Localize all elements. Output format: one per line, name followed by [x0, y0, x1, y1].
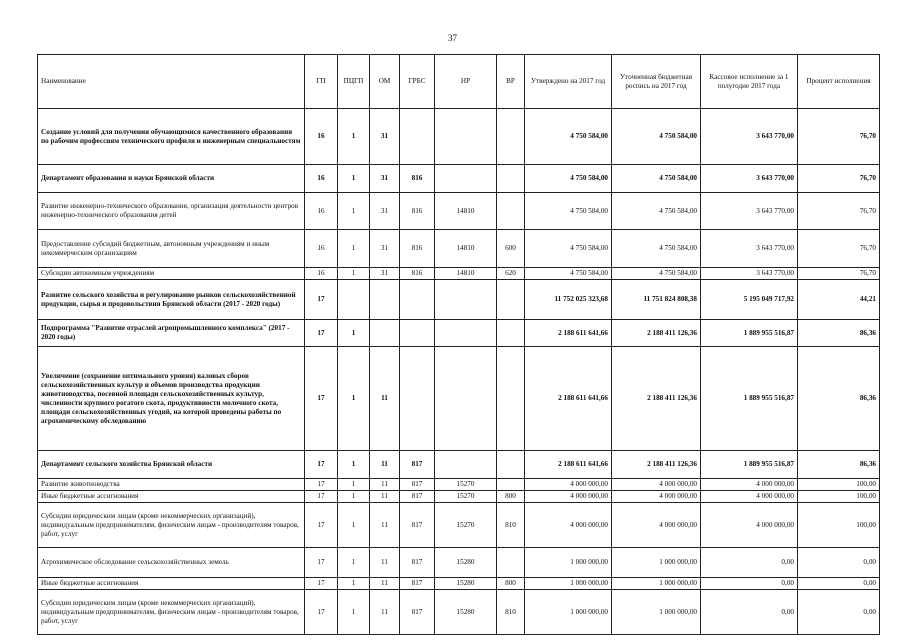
- row-name: Подпрограмма "Развитие отраслей агропромышленного комплекса" (2017 - 2020 годы): [38, 320, 305, 347]
- row-gp: 16: [305, 109, 338, 165]
- row-pgp: [338, 280, 370, 320]
- row-om: 31: [370, 193, 400, 230]
- row-nr: 15280: [435, 590, 497, 635]
- row-refined: 2 188 411 126,36: [612, 451, 701, 479]
- row-vr: 800: [497, 491, 525, 503]
- table-row: [38, 578, 880, 590]
- row-pgp: 1: [338, 578, 370, 590]
- row-percent: 76,70: [798, 193, 880, 230]
- row-pgp: 1: [338, 479, 370, 491]
- row-pgp: 1: [338, 347, 370, 451]
- row-grbs: 817: [400, 548, 435, 578]
- row-approved: 4 750 584,00: [525, 165, 612, 193]
- row-nr: [435, 280, 497, 320]
- row-percent: 86,36: [798, 347, 880, 451]
- row-name: Субсидии юридическим лицам (кроме некоммерческих организаций), индивидуальным предпринимателям, физическим лицам - производителям товаров, работ, услуг: [38, 590, 305, 635]
- row-nr: 15280: [435, 578, 497, 590]
- row-gp: 17: [305, 479, 338, 491]
- row-percent: 100,00: [798, 479, 880, 491]
- row-om: 11: [370, 451, 400, 479]
- row-nr: 15270: [435, 479, 497, 491]
- row-om: 31: [370, 268, 400, 280]
- row-grbs: [400, 109, 435, 165]
- row-refined: 1 000 000,00: [612, 590, 701, 635]
- row-nr: 14810: [435, 193, 497, 230]
- row-name: Развитие животноводства: [38, 479, 305, 491]
- row-pgp: 1: [338, 165, 370, 193]
- row-om: 11: [370, 548, 400, 578]
- table-row: [38, 165, 880, 193]
- row-cash: 0,00: [701, 548, 798, 578]
- row-gp: 16: [305, 230, 338, 268]
- row-vr: [497, 193, 525, 230]
- row-om: 11: [370, 347, 400, 451]
- row-percent: 0,00: [798, 578, 880, 590]
- row-percent: 76,70: [798, 165, 880, 193]
- row-refined: 4 000 000,00: [612, 479, 701, 491]
- row-gp: 17: [305, 590, 338, 635]
- row-pgp: 1: [338, 590, 370, 635]
- header-grbs: ГРБС: [400, 55, 435, 109]
- row-nr: 14810: [435, 230, 497, 268]
- row-percent: 100,00: [798, 491, 880, 503]
- row-cash: 3 643 770,00: [701, 109, 798, 165]
- table-row: [38, 280, 880, 320]
- row-cash: 3 643 770,00: [701, 165, 798, 193]
- row-grbs: 817: [400, 451, 435, 479]
- row-name: Субсидии автономным учреждениям: [38, 268, 305, 280]
- header-row: [38, 55, 880, 109]
- row-name: Субсидии юридическим лицам (кроме некоммерческих организаций), индивидуальным предпринимателям, физическим лицам - производителям товаров, работ, услуг: [38, 503, 305, 548]
- row-om: [370, 320, 400, 347]
- row-vr: [497, 109, 525, 165]
- table-row: [38, 268, 880, 280]
- page-number: 37: [448, 33, 457, 43]
- row-approved: 2 188 611 641,66: [525, 451, 612, 479]
- row-name: Создание условий для получения обучающимися качественного образования по рабочим профессиям технического профиля и инженерным специальностям: [38, 109, 305, 165]
- header-pgp: ПЦГП: [338, 55, 370, 109]
- row-approved: 1 000 000,00: [525, 590, 612, 635]
- table-row: [38, 491, 880, 503]
- row-grbs: 817: [400, 491, 435, 503]
- row-pgp: 1: [338, 320, 370, 347]
- table-row: [38, 503, 880, 548]
- row-cash: 0,00: [701, 590, 798, 635]
- header-gp: ГП: [305, 55, 338, 109]
- row-gp: 17: [305, 280, 338, 320]
- row-nr: [435, 165, 497, 193]
- row-om: 11: [370, 479, 400, 491]
- header-refined: Уточненная бюджетная роспись на 2017 год: [612, 55, 701, 109]
- row-approved: 2 188 611 641,66: [525, 320, 612, 347]
- row-vr: [497, 280, 525, 320]
- row-om: 11: [370, 590, 400, 635]
- row-percent: 44,21: [798, 280, 880, 320]
- row-grbs: 817: [400, 479, 435, 491]
- table-row: [38, 193, 880, 230]
- row-approved: 4 000 000,00: [525, 503, 612, 548]
- table-row: [38, 548, 880, 578]
- row-percent: 86,36: [798, 451, 880, 479]
- row-name: Департамент образования и науки Брянской области: [38, 165, 305, 193]
- row-approved: 11 752 025 323,68: [525, 280, 612, 320]
- row-refined: 1 000 000,00: [612, 548, 701, 578]
- table-row: [38, 230, 880, 268]
- row-vr: [497, 320, 525, 347]
- row-cash: 3 643 770,00: [701, 193, 798, 230]
- row-pgp: 1: [338, 109, 370, 165]
- table-body: [38, 109, 880, 635]
- row-percent: 0,00: [798, 548, 880, 578]
- row-name: Иные бюджетные ассигнования: [38, 578, 305, 590]
- row-refined: 4 750 584,00: [612, 193, 701, 230]
- row-grbs: 817: [400, 578, 435, 590]
- row-name: Развитие инженерно-технического образования, организация деятельности центров инженерно-технического образования детей: [38, 193, 305, 230]
- row-gp: 17: [305, 347, 338, 451]
- row-om: 11: [370, 578, 400, 590]
- row-refined: 2 188 411 126,36: [612, 347, 701, 451]
- row-cash: 4 000 000,00: [701, 491, 798, 503]
- row-pgp: 1: [338, 451, 370, 479]
- table-row: [38, 109, 880, 165]
- budget-table: [37, 54, 880, 635]
- row-om: 31: [370, 230, 400, 268]
- row-approved: 1 000 000,00: [525, 578, 612, 590]
- table-row: [38, 347, 880, 451]
- row-gp: 17: [305, 503, 338, 548]
- row-percent: 100,00: [798, 503, 880, 548]
- row-percent: 86,36: [798, 320, 880, 347]
- row-om: 31: [370, 165, 400, 193]
- table-row: [38, 590, 880, 635]
- row-cash: 4 000 000,00: [701, 479, 798, 491]
- row-gp: 16: [305, 165, 338, 193]
- row-grbs: [400, 280, 435, 320]
- row-percent: 0,00: [798, 590, 880, 635]
- row-percent: 76,70: [798, 268, 880, 280]
- row-refined: 11 751 824 808,38: [612, 280, 701, 320]
- row-pgp: 1: [338, 503, 370, 548]
- row-name: Департамент сельского хозяйства Брянской области: [38, 451, 305, 479]
- row-approved: 4 000 000,00: [525, 479, 612, 491]
- row-name: Увеличение (сохранение оптимального уровня) валовых сборов сельскохозяйственных культур и объемов производства продукции животноводства, посевной площади сельскохозяйственных культур, численности крупного рогатого скота, продуктивности молочного скота, площади сельскохозяйственных угодий, на которой проведены работы по агрохимическому обследованию: [38, 347, 305, 451]
- row-nr: [435, 320, 497, 347]
- row-nr: 14810: [435, 268, 497, 280]
- row-cash: 0,00: [701, 578, 798, 590]
- row-vr: [497, 451, 525, 479]
- row-name: Агрохимическое обследование сельскохозяйственных земель: [38, 548, 305, 578]
- row-vr: [497, 165, 525, 193]
- row-name: Предоставление субсидий бюджетным, автономным учреждениям и иным некоммерческим организациям: [38, 230, 305, 268]
- row-nr: 15270: [435, 503, 497, 548]
- table-row: [38, 320, 880, 347]
- header-om: ОМ: [370, 55, 400, 109]
- row-gp: 17: [305, 578, 338, 590]
- row-grbs: 816: [400, 165, 435, 193]
- row-refined: 4 750 584,00: [612, 268, 701, 280]
- row-pgp: 1: [338, 548, 370, 578]
- row-grbs: [400, 320, 435, 347]
- row-grbs: 816: [400, 230, 435, 268]
- header-name: Наименование: [38, 55, 305, 109]
- header-percent: Процент исполнения: [798, 55, 880, 109]
- row-grbs: 816: [400, 268, 435, 280]
- row-approved: 4 750 584,00: [525, 109, 612, 165]
- row-grbs: 817: [400, 590, 435, 635]
- row-refined: 1 000 000,00: [612, 578, 701, 590]
- row-approved: 4 750 584,00: [525, 230, 612, 268]
- row-om: [370, 280, 400, 320]
- row-vr: [497, 548, 525, 578]
- row-cash: 1 889 955 516,87: [701, 320, 798, 347]
- row-gp: 17: [305, 491, 338, 503]
- row-nr: [435, 451, 497, 479]
- row-percent: 76,70: [798, 109, 880, 165]
- row-om: 11: [370, 503, 400, 548]
- table-row: [38, 451, 880, 479]
- row-percent: 76,70: [798, 230, 880, 268]
- table-row: [38, 479, 880, 491]
- row-cash: 5 195 049 717,92: [701, 280, 798, 320]
- row-name: Иные бюджетные ассигнования: [38, 491, 305, 503]
- row-grbs: 817: [400, 503, 435, 548]
- row-gp: 16: [305, 268, 338, 280]
- row-approved: 4 000 000,00: [525, 491, 612, 503]
- row-cash: 3 643 770,00: [701, 268, 798, 280]
- row-pgp: 1: [338, 268, 370, 280]
- row-om: 11: [370, 491, 400, 503]
- row-approved: 1 000 000,00: [525, 548, 612, 578]
- row-om: 31: [370, 109, 400, 165]
- header-nr: НР: [435, 55, 497, 109]
- row-vr: 620: [497, 268, 525, 280]
- header-approved: Утверждено на 2017 год: [525, 55, 612, 109]
- row-vr: 810: [497, 590, 525, 635]
- header-vr: ВР: [497, 55, 525, 109]
- row-vr: [497, 347, 525, 451]
- row-gp: 17: [305, 320, 338, 347]
- row-gp: 16: [305, 193, 338, 230]
- row-refined: 4 000 000,00: [612, 491, 701, 503]
- row-nr: [435, 109, 497, 165]
- row-nr: 15270: [435, 491, 497, 503]
- row-cash: 4 000 000,00: [701, 503, 798, 548]
- row-refined: 2 188 411 126,36: [612, 320, 701, 347]
- row-vr: [497, 479, 525, 491]
- row-refined: 4 750 584,00: [612, 165, 701, 193]
- row-refined: 4 000 000,00: [612, 503, 701, 548]
- row-pgp: 1: [338, 230, 370, 268]
- row-pgp: 1: [338, 193, 370, 230]
- row-gp: 17: [305, 451, 338, 479]
- row-approved: 2 188 611 641,66: [525, 347, 612, 451]
- row-nr: [435, 347, 497, 451]
- row-refined: 4 750 584,00: [612, 109, 701, 165]
- row-vr: 800: [497, 578, 525, 590]
- row-nr: 15280: [435, 548, 497, 578]
- row-vr: 600: [497, 230, 525, 268]
- row-approved: 4 750 584,00: [525, 268, 612, 280]
- row-refined: 4 750 584,00: [612, 230, 701, 268]
- row-name: Развитие сельского хозяйства и регулирование рынков сельскохозяйственной продукции, сырья и продовольствия Брянской области (2017 - 2020 годы): [38, 280, 305, 320]
- row-vr: 810: [497, 503, 525, 548]
- row-pgp: 1: [338, 491, 370, 503]
- row-gp: 17: [305, 548, 338, 578]
- row-grbs: [400, 347, 435, 451]
- header-cash: Кассовое исполнение за 1 полугодие 2017 года: [701, 55, 798, 109]
- row-cash: 3 643 770,00: [701, 230, 798, 268]
- row-grbs: 816: [400, 193, 435, 230]
- row-approved: 4 750 584,00: [525, 193, 612, 230]
- row-cash: 1 889 955 516,87: [701, 451, 798, 479]
- row-cash: 1 889 955 516,87: [701, 347, 798, 451]
